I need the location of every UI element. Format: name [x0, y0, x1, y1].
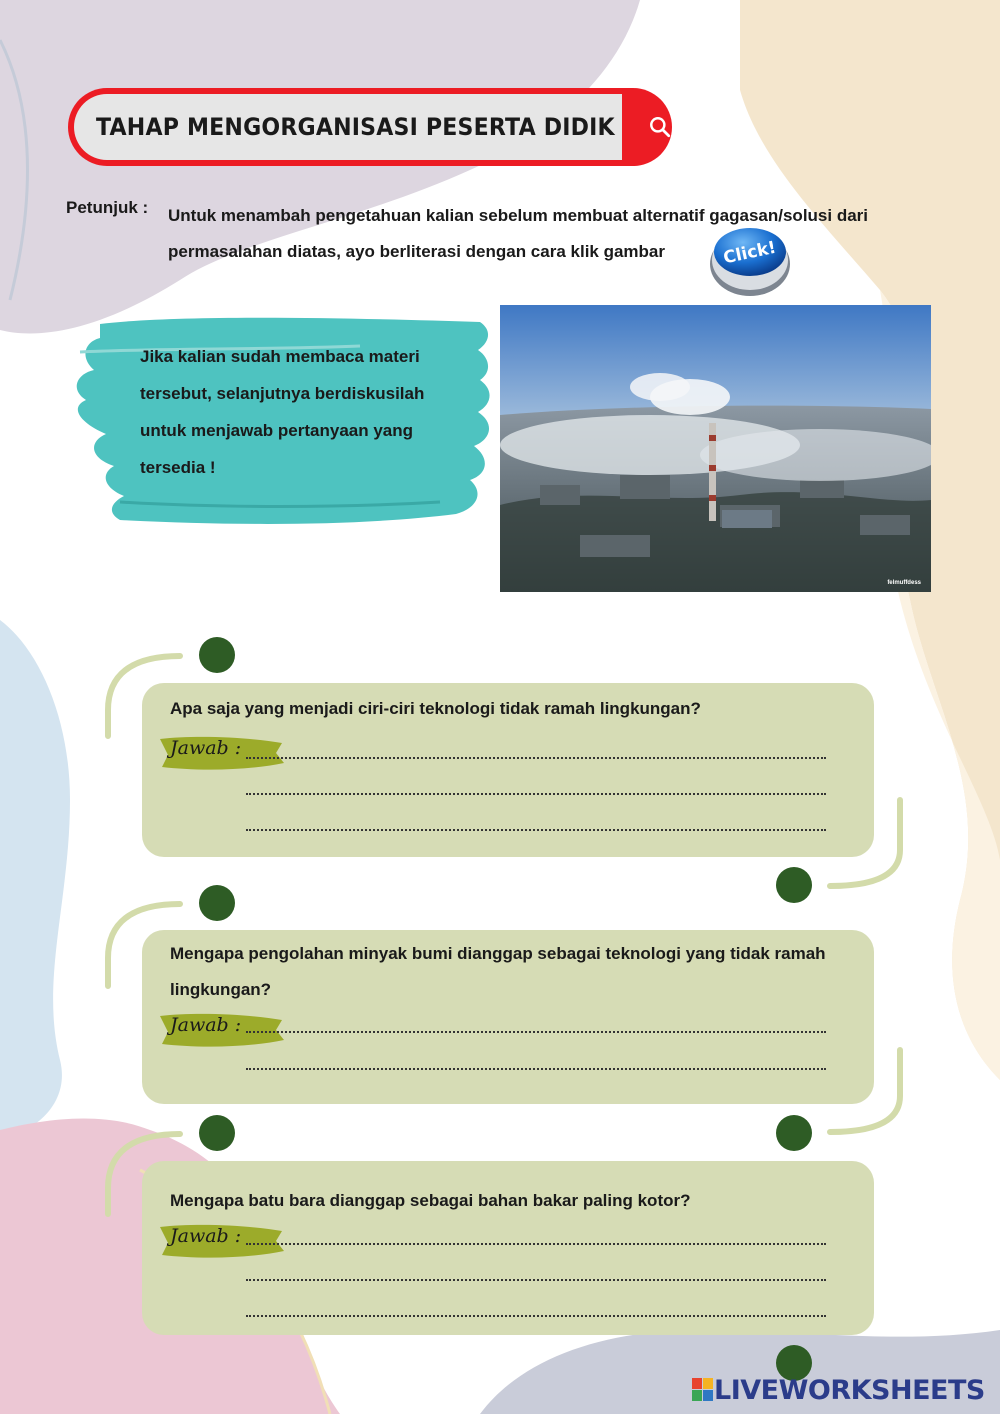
decor-dot: [199, 637, 235, 673]
click-button-label: Click!: [721, 237, 778, 269]
note-text: Jika kalian sudah membaca materi tersebut, selanjutnya berdiskusilah untuk menjawab pertanyaan yang tersedia !: [140, 347, 425, 477]
answer-line[interactable]: [246, 829, 826, 831]
answer-line[interactable]: [246, 1243, 826, 1245]
answer-line[interactable]: [246, 1068, 826, 1070]
answer-label: Jawab :: [170, 737, 242, 759]
question-card: [142, 930, 874, 1104]
decor-dot: [199, 885, 235, 921]
question-text: Apa saja yang menjadi ciri-ciri teknologi tidak ramah lingkungan?: [170, 699, 701, 718]
photo-credit: felmuffdess: [887, 580, 921, 586]
liveworksheets-brand: LIVEWORKSHEETS: [714, 1374, 985, 1406]
answer-line[interactable]: [246, 1279, 826, 1281]
question-card: [142, 683, 874, 857]
liveworksheets-logo[interactable]: [692, 1372, 985, 1408]
page-title: TAHAP MENGORGANISASI PESERTA DIDIK: [96, 113, 615, 141]
decor-dot: [776, 1115, 812, 1151]
question-card: [142, 1161, 874, 1335]
answer-line[interactable]: [246, 757, 826, 759]
answer-line[interactable]: [246, 1315, 826, 1317]
decor-dot: [199, 1115, 235, 1151]
liveworksheets-icon: [692, 1378, 714, 1402]
question-text: Mengapa pengolahan minyak bumi dianggap sebagai teknologi yang tidak ramah lingkungan?: [170, 944, 826, 999]
answer-label: Jawab :: [170, 1014, 242, 1036]
instructions-text: Untuk menambah pengetahuan kalian sebelum membuat alternatif gagasan/solusi dari permasalahan diatas, ayo berliterasi dengan cara klik gambar: [168, 206, 869, 261]
question-text: Mengapa batu bara dianggap sebagai bahan bakar paling kotor?: [170, 1191, 691, 1210]
answer-label: Jawab :: [170, 1225, 242, 1247]
answer-line[interactable]: [246, 1031, 826, 1033]
instructions-label: Petunjuk :: [66, 198, 149, 217]
answer-line[interactable]: [246, 793, 826, 795]
decor-dot: [776, 867, 812, 903]
